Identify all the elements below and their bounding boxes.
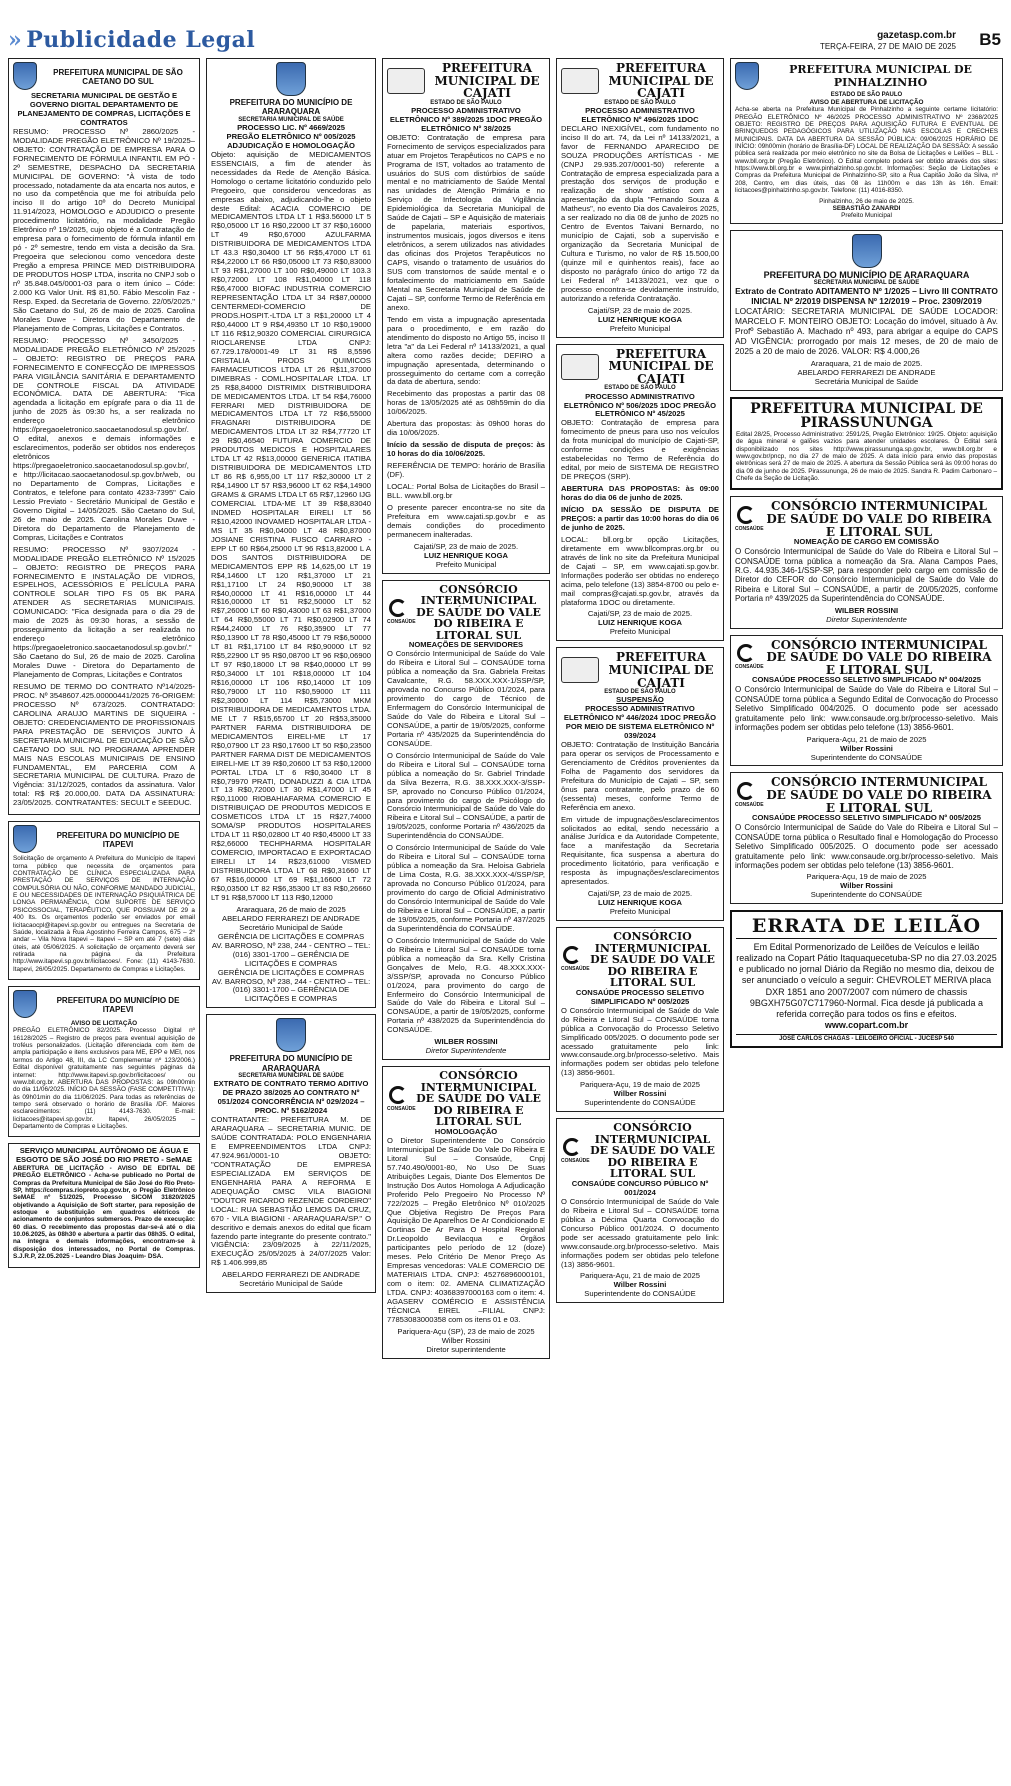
signatory-role: Diretor Superintendente (826, 614, 907, 624)
notice-heading: PROCESSO ADMINISTRATIVO ELETRÔNICO Nº 496/2025 1DOC (581, 105, 699, 124)
notice-paragraph: RESUMO: PROCESSO Nº 9307/2024 - MODALIDADE PREGÃO ELETRÔNICO Nº 15/2025 – OBJETO: REGISTRO DE PREÇOS PARA FORNECIMENTO E INSTALAÇÃO DE VIDROS, ESPELHOS, ACESSÓRIOS E PELÍCULA PARA CONTROLE SOLAR TIPO FS 05 BK PARA ATENDER AS SECRETARIAS MUNICIPAIS. COMUNICADO: "Fica designada para o dia 29 de maio de 2025 às 09:30 horas, a sessão de prosseguimento da licitação a ser realizada no endereço eletrônico https://pregaoeletronico.saocaetanodosul.sp.gov.br/." São Caetano do Sul, 26 de maio de 2025. Carolina Morales Duwe - Diretora do Departamento de Planejamento de Compras, Licitações e Contratos (13, 544, 195, 679)
notice-title: PREFEITURA DO MUNICÍPIO DE ITAPEVI (56, 831, 180, 850)
signatory-role: Prefeito Municipal (609, 323, 671, 333)
consaude-logo-icon: CONSAÚDE (387, 599, 409, 626)
notice-title: CONSÓRCIO INTERMUNICIPAL DE SAÚDE DO VALE DO RIBEIRA E LITORAL SUL (766, 637, 992, 677)
notice-subtitle: ESTADO DE SÃO PAULO (430, 99, 502, 106)
notice-body: O Consórcio Intermunicipal de Saúde do Vale do Ribeira e Litoral Sul – CONSAÚDE torna pública a Convocação do Processo Seletivo Simplificado 005/2025. O documento pode ser acessado gratuitamente pelo link: www.consaude.org.br/processo-seletivo. Mais informações podem ser obtidas pelo telefone (13) 3856-9601. (561, 1005, 719, 1078)
notice-body: PREGÃO ELETRÔNICO 82/2025. Processo Digital nº 16128/2025 – Registro de preços para eventual aquisição de troféus personalizados. (Licitação diferenciada com item de ampla participação e itens exclusivos para ME, EPP e MEI, nos termos do Artigo 48, III, da LC Complementar nº 123/2006.) Edital disponível gratuitamente nas seguintes páginas da internet: http://www.itapevi.sp.gov.br/licitacoes/ ou www.bll.org.br. ABERTURA DAS PROPOSTAS: às 09h00min do dia 11/06/2025. INÍCIO DA SESSÃO (FASE COMPETITIVA): às 09h01min do dia 11/06/2025. Para todas as referências de tempo será observado o horário de Brasília /DF. Maiores esclarecimentos: (11) 4143-7630. E-mail: licitacoes@itapevi.sp.gov.br. Itapevi, 26/05/2025 – Departamento de Compras e Licitações. (13, 1027, 195, 1131)
cajati-logo-icon (387, 68, 425, 94)
city-crest-icon (13, 990, 37, 1018)
consaude-logo-icon: CONSAÚDE (735, 782, 757, 809)
notice-status: SUSPENSÃO (616, 695, 664, 705)
notice-body: O Consórcio Intermunicipal de Saúde do Vale do Ribeira e Litoral Sul – CONSAÚDE torna pública a nomeação da Sra. Alana Campos Paes, R.G. 44.935.346-1/SSP-SP, para responder pelo cargo em comissão de Diretor do CEFOR do Consórcio Intermunicipal de Saúde do Vale do Ribeira e Litoral Sul – CONSAÚDE, a partir de 20/05/2025, conforme Portaria nº 439/2025 da Superintendência do CONSAÚDE. (735, 547, 998, 604)
notice-sao-caetano (8, 58, 200, 815)
notice-title: CONSÓRCIO INTERMUNICIPAL DE SAÚDE DO VALE DO RIBEIRA E LITORAL SUL (766, 775, 992, 815)
process-number: PROCESSO LIC. Nº 4669/2025 (237, 122, 345, 132)
notice-pirassununga (730, 397, 1003, 491)
notice-pinhalzinho (730, 58, 1003, 224)
notice-cajati-496 (556, 58, 724, 338)
notice-body: LOCATÁRIO: SECRETARIA MUNICIPAL DE SAÚDE LOCADOR: MARCELO F. MONTEIRO OBJETO: Locação do imóvel, situado à Av. Profº Sebastião A. Machado nº 493, para abrigar a equipe do CAPS AD VIGÊNCIA: prorrogado por mais 12 meses, de 20 de maio de 2025 a 20 de maio de 2026. VALOR: R$ 4.000,26 (735, 306, 998, 356)
notice-cajati-suspensao (556, 647, 724, 921)
consaude-logo-icon: CONSAÚDE (561, 1138, 583, 1165)
signatory-role: Secretário Municipal de Saúde (239, 922, 343, 932)
city-crest-icon (852, 234, 882, 268)
notice-araraquara-aditamento (730, 230, 1003, 391)
notice-consaude-pss004 (730, 635, 1003, 767)
notice-paragraph: LOCAL: bll.org.br opção Licitações, diretamente em www.bllcompras.org.br ou através de link no site da Prefeitura Municipal de Cajati – SP, em www.cajati.sp.gov.br. Informações poderão ser obtidas no endereço acima, pelo telefone (13) 3854-8700 ou pelo e-mail compras@cajati.sp.gov.br, através da plataforma 1DOC ou diretamente. (561, 534, 719, 607)
notice-title: PREFEITURA MUNICIPAL DE CAJATI (608, 61, 714, 101)
signatory-name: Wilber Rossini (441, 1335, 491, 1345)
notice-subtitle: SECRETARIA MUNICIPAL DE SAÚDE (238, 1073, 344, 1080)
notice-consaude-concurso (556, 1118, 724, 1303)
notice-place-date: Araraquara, 26 de maio de 2025 (236, 904, 346, 914)
cajati-logo-icon (561, 657, 599, 683)
notice-heading: AVISO DE ABERTURA DE LICITAÇÃO (809, 98, 924, 106)
notice-consaude-pss005-resultado (730, 772, 1003, 904)
notice-place-date: Cajati/SP, 23 de maio de 2025. (587, 889, 693, 899)
notice-title: PREFEITURA DO MUNICÍPIO DE ARARAQUARA (229, 98, 353, 117)
page-header (0, 0, 1011, 53)
notice-paragraph: O Consórcio Intermunicipal de Saúde do Vale do Ribeira e Litoral Sul – CONSAÚDE torna pública a nomeação do Sr. Gabriel Trindade da Silva Bezerra, R.G. 38.XXX.XXX-3/SSP-SP, aprovado no Concurso Público 01/2024, para provimento do cargo de Psicólogo do Consórcio Intermunicipal de Saúde do Vale do Ribeira e Litoral Sul – CONSAÚDE, a partir de 19/05/2025, conforme Portaria nº 436/2025 da Superintendência do CONSAÚDE. (387, 750, 545, 841)
notice-title: PREFEITURA MUNICIPAL DE PIRASSUNUNGA (750, 400, 983, 432)
site-name[interactable]: gazetasp.com.br (877, 30, 956, 41)
notice-consaude-homologacao (382, 1066, 550, 1359)
notice-heading: Extrato de Contrato ADITAMENTO Nº 1/2025 – Livro III CONTRATO INICIAL Nº 2/2019 DISPENSA Nº 12/2019 – Proc. 2309/2019 (735, 286, 998, 307)
notice-body: ABERTURA DE LICITAÇÃO - AVISO DE EDITAL DE PREGÃO ELETRÔNICO - Acha-se publicado no Portal de Compras da Prefeitura Municipal de São José do Rio Preto-SP, https://compras.riopreto.sp.gov.br, o Pregão Eletrônico SeMAE nº 51/2025, Processo SICOM 31820/2025 objetivando a Aquisição de Soft starter, para reposição de estoque e substituição em quadros elétricos de acionamento de conjuntos submersos. Prazo de execução: 60 dias. O recebimento das propostas dar-se-á até o dia 10.06.2025, às 08h30 e abertura a partir das 08h35. O edital, na íntegra e demais informações, encontram-se à disposição dos interessados, no Portal de Compras. S.J.R.P, 22.05.2025 - Leandro Dias Joaquim- DSA. (13, 1164, 195, 1261)
notice-place-date: Pariquera-Açu, 21 de maio de 2025 (806, 734, 927, 744)
signatory-name: LUIZ HENRIQUE KOGA (598, 618, 682, 628)
notice-paragraph: Início da sessão de disputa de preços: às 10 horas do dia 10/06/2025. (387, 440, 545, 459)
notice-subtitle: ESTADO DE SÃO PAULO (604, 689, 676, 696)
signatory-role: Superintendente do CONSAÚDE (810, 890, 923, 900)
notice-body: O Diretor Superintendente Do Consórcio Intermunicipal De Saúde Do Vale Do Ribeira E Litoral Sul – Consaúde, Cnpj 57.740.490/0001-80, No Uso De Suas Atribuições Legais, Diante Dos Elementos De Instrução Dos Autos Homologa A Adjudicação Proferido Pelo Pregoeiro No Processo Nº 722/2025 – Pregão Eletrônico Nº 010/2025 Que Objetiva Registro De Preços Para Aquisição De Aparelhos De Ar Condicionado E Cortinas De Ar Para O Hospital Regional Dr.Leopoldo Bevilacqua e Órgãos participantes pelo período de 12 (doze) meses. Pelo Critério De Menor Preço As Empresas vencedoras: VALE COMERCIO DE MATERIAIS LTDA. CNPJ: 45276896000101, com o item: 02. AMENA CLIMATIZAÇÃO LTDA. CNPJ: 40368397000163 com o item: 4. AGASERV COMÉRCIO E ASSISTÊNCIA TÉCNICA EIREL –FILIAL CNPJ: 77853083000358 com os itens 01 e 03. (387, 1135, 545, 1324)
notice-body: Em Edital Pormenorizado de Leilões de Veículos e leilão realizado na Copart Pátio Itaquaquecetuba-SP no dia 27.03.2025 e publicado no jornal Diário da Região no mesmo dia, deixou de ser anunciado o veículo a seguir: CHEVROLET MERIVA placa DXR 1851 ano 2007/2007 com número de chassis 9BGXH75G07C717960-Normal. Fica desde já publicada a referida correção para todos os fins e efeitos. (736, 941, 997, 1020)
notice-subtitle: ESTADO DE SÃO PAULO (604, 99, 676, 106)
notice-subtitle: ESTADO DE SÃO PAULO (830, 92, 903, 98)
signatory-name: ABELARDO FERRAREZI DE ANDRADE (222, 913, 360, 923)
pregao-number: PREGÃO ELETRÔNICO Nº 005/2025 (226, 131, 356, 141)
signatory-name: WILBER ROSSINI (834, 605, 899, 615)
signatory-role: Secretária Municipal de Saúde (814, 376, 919, 386)
notice-paragraph: RESUMO: PROCESSO Nº 3450/2025 - MODALIDADE PREGÃO ELETRÔNICO Nº 25/2025 – OBJETO: REGISTRO DE PREÇOS PARA FORNECIMENTO E CONFECÇÃO DE IMPRESSOS PARA VIGILÂNCIA SANITÁRIA E DEPARTAMENTO DE CONTROLE FISCAL DA ATIVIDADE ECONÔMICA. DATA DE ABERTURA: "Fica agendada a licitação em epígrafe para o dia 11 de junho de 2025 às 09:30 hs, a ser realizada no endereço eletrônico https://pregaoeletronico.saocaetanodosul.sp.gov.br/. O edital, anexos e demais informações e esclarecimentos, poderão ser obtidos nos endereços eletrônicos https://pregaoeletronico.saocaetanodosul.sp.gov.br/, e http://licitacao.saocaetanodosul.sp.gov.br/web, ou no Departamento de Compras, Licitações e Contratos, e telefone para contato 4233-7395" Caio Lessio Previato - Secretário Municipal de Gestão e Governo Digital – 14/05/2025. São Caetano do Sul, 26 de maio de 2025. Carolina Morales Duwe - Diretora do Departamento de Planejamento de Compras, Licitações e Contratos (13, 335, 195, 542)
signatory-name: Wilber Rossini (613, 1089, 667, 1099)
notice-place-date: Pariquera-Açu, 19 de maio de 2025 (806, 872, 927, 882)
notice-body: Edital 28/25, Processo Administrativo: 2591/25, Pregão Eletrônico: 19/25. Objeto: aquisição de água mineral e galões vazios para atender unidades escolares. O Edital será disponibilizado nos sites http://www.pirassununga.sp.gov.br, www.bll.org.br e www.gov.br/pncp, no dia 27 de maio de 2025. A data início para envio das propostas eletrônicas será 27 de maio de 2025. A abertura da Sessão Pública será às 09:00 horas do dia 09 de junho de 2025. Pirassununga, 26 de maio de 2025. Sandra R. Padim Carbonaro – Chefe da Seção de Licitação. (736, 430, 997, 483)
notice-paragraph: O Consórcio Intermunicipal de Saúde do Vale do Ribeira e Litoral Sul – CONSAÚDE torna pública a nomeação da Sra. Heloisa Gabriela de Lima Costa, R.G. 38.XXX.XXX-4/SSP/SP, aprovada no Concurso Público 01/2024, para provimento do cargo de Oficial Administrativo do Consórcio Intermunicipal de Saúde do Vale do Ribeira e Litoral Sul – CONSAÚDE, a partir de 19/05/2025, conforme Portaria nº 437/2025 da Superintendência do CONSAÚDE. (387, 843, 545, 933)
notice-araraquara-contrato (206, 1014, 376, 1293)
department-name: GERÊNCIA DE LICITAÇÕES E COMPRAS (217, 931, 365, 941)
notice-semae (8, 1143, 200, 1267)
notice-consaude-pss005 (556, 927, 724, 1112)
issue-date: TERÇA-FEIRA, 27 DE MAIO DE 2025 (819, 42, 956, 51)
auctioneer-site[interactable]: www.copart.com.br (824, 1020, 909, 1031)
notice-paragraph: RESUMO DE TERMO DO CONTRATO Nº14/2025-PROC. Nº 3548607.425.00000441/2025 76-ORIGEM: PROCESSO Nº 673/2025. CONTRATADO: CAROLINA ARAUJO MARTINS DE SIQUEIRA -OBJETO: CREDENCIAMENTO DE PROFISSIONAIS PARA PRESTAÇÃO DE SERVIÇOS JUNTO À SECRETARIA MUNICIPAL DE EDUCAÇÃO DE SÃO CAETANO DO SUL NO PROGRAMA APRENDER MAIS NAS ESCOLAS MUNICIPAIS DE ENSINO FUNDAMENTAL, EM PARCERIA COM A SECRETARIA MUNICIPAL DE CULTURA. Prazo de Vigência: 31/12/2025, contados da assinatura. Valor total: R$ R$ 20.000,00. DATA DA ASSINATURA: 23/05/2025. CONTRATANTES: SECULT e SEEDUC. (13, 681, 195, 808)
signatory-role: Diretor superintendente (426, 1344, 506, 1354)
notice-paragraph: Em virtude de impugnações/esclarecimentos solicitados ao edital, sendo necessário a análise Jurídica e da Autoridade Competente, face a manifestação da Secretaria Requisitante, fica suspensa a abertura do procedimento licitatório, para verificação e resposta às impugnações/esclarecimentos apresentados. (561, 814, 719, 887)
notice-title: PREFEITURA MUNICIPAL DE PINHALZINHO (789, 63, 972, 89)
signatory-name: Wilber Rossini (613, 1280, 667, 1290)
notice-paragraph: O presente parecer encontra-se no site da Prefeitura em www.cajati.sp.gov.br e as demais condições do procedimento permanecem inalteradas. (387, 502, 545, 539)
notice-heading: CONSAÚDE PROCESSO SELETIVO SIMPLIFICADO Nº 005/2025 (575, 987, 705, 1006)
notice-place-date: Pariquera-Açu (SP), 23 de maio de 2025 (397, 1326, 535, 1336)
signatory-role: Diretor Superintendente (425, 1046, 507, 1056)
notice-subtitle: ESTADO DE SÃO PAULO (604, 385, 676, 392)
notice-paragraph: RESUMO: PROCESSO Nº 2860/2025 - MODALIDADE PREGÃO ELETRÔNICO Nº 19/2025– OBJETO: CONTRATAÇÃO DE EMPRESA PARA O FORNECIMENTO DE FÓRMULA INFANTIL EM PÓ - 2º SEMESTRE, DESPACHO DA SECRETARIA MUNICIPAL DE GOVERNO: "À vista de todo processado, notadamente da ata encarta nos autos, e no uso da competência que me foi atribuída pelo inciso II do artigo 10º do Decreto Municipal 11.914/2023, HOMOLOGO e ADJUDICO o presente procedimento licitatório, na modalidade Pregão Eletrônico nº 19/2025, cujo objeto é a Contratação de empresa para o fornecimento de fórmula infantil em pó - 2º semestre, tendo em vista a decisão da Sra. Pregoeira que selecionou como vencedora deste Pregão a empresa PRINCE MED DISTRIBUIDORA DE PRODUTOS HOSP LTDA, inscrita no CNPJ sob o nº 35.848.045/0001-03 para o item único – Códe: 2.000 KG Valor Unit. R$ 81,50. Fábio Mescolin Faz - Resp. Exped. da Secretaria de Governo. 22/05/2025." São Caetano do Sul, 26 de maio de 2025. Carolina Morales Duwe - Diretora do Departamento de Planejamento de Compras, Licitações e Contratos. (13, 126, 195, 333)
notice-place-date: Pariquera-Açu, 21 de maio de 2025 (580, 1271, 700, 1281)
column-2 (206, 58, 376, 1778)
notice-paragraph: INÍCIO DA SESSÃO DE DISPUTA DE PREÇOS: a partir das 10:00 horas do dia 06 de junho de 2025. (561, 504, 719, 532)
department-address: AV. BARROSO, Nº 238, 244 - CENTRO – TEL: (016) 3301-1700 – GERÊNCIA DE LICITAÇÕES E COMPRAS (211, 940, 371, 968)
notice-title: CONSÓRCIO INTERMUNICIPAL DE SAÚDE DO VALE DO RIBEIRA E LITORAL SUL (416, 582, 541, 642)
notice-consaude-nomeacoes (382, 580, 550, 1061)
signatory-name: Wilber Rossini (840, 743, 893, 753)
notice-body: O Consórcio Intermunicipal de Saúde do Vale do Ribeira e Litoral Sul – CONSAÚDE torna pública a Décima Quarta Convocação do Concurso Público 001/2024. O documento pode ser acessado gratuitamente pelo link: www.consaude.org.br/processo-seletivo. Mais informações podem ser obtidas pelo telefone (13) 3856-9601. (561, 1196, 719, 1269)
signatory-name: SEBASTIÃO ZANARDI (832, 204, 901, 212)
consaude-logo-icon: CONSAÚDE (561, 946, 583, 973)
column-1 (8, 58, 200, 1778)
notice-paragraph: OBJETO: Contratação de empresa para Fornecimento de serviços especializados para atuar em Projetos Terapêuticos no CAPS e no Programa de IST, voltados ao tratamento de usuários do SUS com distúrbios de saúde mental e no matriciamento de Saúde Mental nas unidades de Atenção Primária e no Serviço de Infectologia da Vigilância Epidemiológica da Secretaria Municipal de Saúde de Cajati – SP e Aquisição de materiais de papelaria, materiais esportivos, instrumentos musicais, jogos diversos e itens eletrônicos, a serem utilizados nas atividades das oficinas dos Projetos Terapêuticos no CAPS, visando o tratamento de usuários do SUS com transtornos de saúde mental e o fortalecimento do matriciamento em Saúde Mental na Secretaria Municipal de Saúde de Cajati – SP, conforme Termo de Referência em anexo. (387, 132, 545, 312)
notice-araraquara-pregao (206, 58, 376, 1008)
notice-body: Solicitação de orçamento A Prefeitura do Município de Itapevi torna público que necessita de orçamentos para CONTRATAÇÃO DE CLÍNICA ESPECIALIZADA PARA PRESTAÇÃO DE SERVIÇOS DE INTERNAÇÃO COMPULSÓRIA OU NÃO, CONFORME MANDADO JUDICIAL, E OU NECESSIDADES DE INTERNAÇÃO PSIQUIÁTRICA DE LONGA PERMANÊNCIA, COM SUPORTE DE SERVIÇO PSICOSSOCIAL, TERAPÊUTICO, QUE POSSUAM DE 29 a 400 lts. Os orçamentos poderão ser enviados por email licitacaocpl@itapevi.sp.gov.br ou entregues na Secretaria de Saúde, localizada à Rua Agostinho Ferreira Campos, 675 – 2º andar – Vila Nova Itapevi – Itapevi – SP em até 7 (sete) dias úteis, até 05/06/2025. A solicitação de orçamento deverá ser retirada na página da Prefeitura http://www.itapevi.sp.gov.br/licitacoes/. Fone: (11) 4143-7630. Itapevi, 26/05/2025. Departamento de Compras e Licitações. (13, 855, 195, 973)
notice-heading: CONSAÚDE PROCESSO SELETIVO SIMPLIFICADO Nº 005/2025 (752, 813, 981, 823)
notice-heading: EXTRATO DE CONTRATO TERMO ADITIVO DE PRAZO 38/2025 AO CONTRATO Nº 051/2024 CONCORRÊNCIA Nº 029/2024 – PROC. Nº 5162/2024 (213, 1079, 369, 1116)
signatory-name: WILBER ROSSINI (434, 1037, 498, 1047)
signatory-role: Prefeito Municipal (841, 212, 892, 220)
notice-place-date: Pariquera-Açu, 19 de maio de 2025 (580, 1080, 700, 1090)
notice-title: CONSÓRCIO INTERMUNICIPAL DE SAÚDE DO VALE DO RIBEIRA E LITORAL SUL (590, 1121, 715, 1181)
notice-paragraph: O Consórcio Intermunicipal de Saúde do Vale do Ribeira e Litoral Sul – CONSAÚDE torna pública a nomeação da Sra. Kelly Cristina Gonçalves de Melo, R.G. 48.XXX.XXX-3/SSP/SP, aprovada no Concurso Público 01/2024, para provimento do cargo de Enfermeiro do Consórcio Intermunicipal de Saúde do Vale do Ribeira e Litoral Sul – CONSAÚDE, a partir de 19/05/2025, conforme Portaria nº 438/2025 da Superintendência do CONSAÚDE. (387, 935, 545, 1035)
notice-subtitle: SECRETARIA MUNICIPAL DE GESTÃO E GOVERNO DIGITAL DEPARTAMENTO DE PLANEJAMENTO DE COMPRAS, LICITAÇÕES E CONTRATOS (17, 91, 191, 127)
notice-title: SERVIÇO MUNICIPAL AUTÔNOMO DE ÁGUA E ESGOTO DE SÃO JOSÉ DO RIO PRETO - SeMAE (15, 1146, 193, 1165)
notice-body: DECLARO INEXIGÍVEL, com fundamento no inciso II do art. 74, da Lei nº 14133/2021, a favor de FERNANDO APARECIDO DE SOUZA PRODUÇÕES ARTÍSTICAS - ME (CNPJ 29.935.207/0001-50) referente a Contratação de empresa especializada para a prestação dos serviços de produção e realização de show artístico com a apresentação da dupla "Fernando Souza & Matheus", no evento Dia dos Cavaleiros 2025, a ser realizado no dia 08 de junho de 2025 no Centro de Eventos Taivani Bernardo, no município de Cajati, sob a supervisão e organização da Secretaria Municipal de Cultura e Turismo, no valor de R$ 15.500,00 (quinze mil e quinhentos reais), face ao disposto no parágrafo único do artigo 72 da Lei Federal nº 14133/2021, vez que o processo encontra-se devidamente instruído, autorizando a referida Contratação. (561, 123, 719, 303)
notice-place-date: Cajati/SP, 23 de maio de 2025. (413, 541, 519, 551)
signatory-name: LUIZ HENRIQUE KOGA (598, 898, 682, 908)
city-crest-icon (276, 62, 306, 96)
notice-title: PREFEITURA DO MUNICÍPIO DE ARARAQUARA (763, 269, 970, 280)
notice-paragraph: OBJETO: Contratação de Instituição Bancária para operar os serviços de Processamento e Gerenciamento de Créditos provenientes da Folha de Pagamento dos servidores da Prefeitura do Município de Cajati – SP, sem ônus para contratante, pelo prazo de 60 (sessenta) meses, conforme Termo de Referência em anexo. (561, 739, 719, 812)
notice-paragraph: ABERTURA DAS PROPOSTAS: às 09:00 horas do dia 06 de junho de 2025. (561, 484, 719, 503)
notice-place-date: Pinhalzinho, 26 de maio de 2025. (819, 197, 914, 205)
notice-itapevi-licitacao (8, 986, 200, 1137)
cajati-logo-icon (561, 354, 599, 380)
notice-body: CONTRATANTE: PREFEITURA M. DE ARARAQUARA – SECRETARIA MUNIC. DE SAÚDE CONTRATADA: POLO ENGENHARIA E EMPREENDIMENTOS LTDA CNPJ: 47.924.961/0001-10 OBJETO: "CONTRATAÇÃO DE EMPRESA ESPECIALIZADA EM SERVIÇOS DE ENGENHARIA PARA A REFORMA E ADEQUAÇÃO CMSC VILA BIAGIONI "DOUTOR RICARDO REZENDE CORDEIRO" LOCAL: RUA SEBASTIÃO LEMOS DA CRUZ, 670 - VILA BIAGIONI - ARARAQUARA/SP." O descritivo e demais anexos do edital que ficam fazendo parte integrante do presente contrato." VIGÊNCIA: 23/09/2025 à 22/11/2025, EXECUÇÃO 25/05/2025 à 24/07/2025 Valor: R$ 1.406.999,85 (211, 1115, 371, 1268)
notice-title: PREFEITURA MUNICIPAL DE CAJATI (608, 650, 714, 690)
notice-paragraph: LOCAL: Portal Bolsa de Licitações do Brasil – BLL. www.bll.org.br (387, 481, 545, 500)
notice-title: PREFEITURA MUNICIPAL DE CAJATI (434, 61, 540, 101)
cajati-logo-icon (561, 68, 599, 94)
notice-cajati-389 (382, 58, 550, 574)
notice-paragraph: O Consórcio Intermunicipal de Saúde do Vale do Ribeira e Litoral Sul – CONSAÚDE torna pública a nomeação da Sra. Gabriela Freitas Cavalcante, R.G. 58.XXX.XXX-1/SSP/SP, aprovada no Concurso Público 01/2024, para provimento do cargo de Técnico de Enfermagem do Consórcio Intermunicipal de Saúde do Vale do Ribeira e Litoral Sul – CONSAÚDE, a partir de 19/05/2025, conforme Portaria nº 435/2025 da Superintendência do CONSAÚDE. (387, 649, 545, 748)
notice-heading: CONSAÚDE CONCURSO PÚBLICO Nº 001/2024 (571, 1178, 709, 1197)
signatory-role: Prefeito Municipal (609, 907, 671, 917)
notice-heading: HOMOLOGAÇÃO (434, 1126, 498, 1136)
signatory-name: ABELARDO FERRAREZI DE ANDRADE (222, 1270, 360, 1280)
notice-paragraph: Tendo em vista a impugnação apresentada para o procedimento, e em razão do atendimento do disposto no Artigo 55, inciso II letra "a" da Lei Federal nº 14133/2021, a qual altera como razões decide; DEFIRO a impugnação apresentada, determinando o prosseguimento do certame com a correção da data de abertura, sendo: (387, 314, 545, 387)
department-address: AV. BARROSO, Nº 238, 244 - CENTRO – TEL: (016) 3301-1700 – GERÊNCIA DE LICITAÇÕES E COMPRAS (211, 976, 371, 1004)
notice-place-date: Araraquara, 21 de maio de 2025. (810, 358, 923, 368)
city-crest-icon (13, 825, 37, 853)
notice-title: PREFEITURA MUNICIPAL DE CAJATI (608, 346, 714, 386)
notice-place-date: Cajati/SP, 23 de maio de 2025. (587, 609, 693, 619)
notice-subtitle: AVISO DE LICITAÇÃO (70, 1020, 138, 1028)
notice-heading: PROCESSO ADMINISTRATIVO ELETRÔNICO Nº 506/2025 1DOC PREGÃO ELETRÔNICO Nº 45/2025 (563, 391, 717, 419)
city-crest-icon (13, 62, 37, 90)
signatory-role: Prefeito Municipal (609, 627, 671, 637)
notice-title: PREFEITURA DO MUNICÍPIO DE ITAPEVI (56, 995, 180, 1015)
city-crest-icon (276, 1018, 306, 1052)
notice-title: CONSÓRCIO INTERMUNICIPAL DE SAÚDE DO VALE DO RIBEIRA E LITORAL SUL (416, 1069, 541, 1129)
notice-paragraph: REFERÊNCIA DE TEMPO: horário de Brasília (DF). (387, 461, 545, 480)
notice-title: ERRATA DE LEILÃO (736, 915, 997, 938)
notice-body: O Consórcio Intermunicipal de Saúde do Vale do Ribeira e Litoral Sul – CONSAÚDE torna pública o Resultado final e Homologação do Processo Seletivo Simplificado 005/2025. O documento pode ser acessado gratuitamente pelo link: www.consaude.org.br/processo-seletivo. Mais informações podem ser obtidas pelo telefone (13) 3856-9601. (735, 823, 998, 870)
notice-paragraph: OBJETO: Contratação de empresa para fornecimento de pneus para uso nos veículos da frota municipal do município de Cajati-SP, conforme condições e exigências estabelecidas no Termo de Referência do edital, por meio de SISTEMA DE REGISTRO DE PREÇOS (SRP). (561, 418, 719, 482)
notice-heading: NOMEAÇÕES DE SERVIDORES (408, 640, 524, 650)
signatory-name: ABELARDO FERRAREZI DE ANDRADE (797, 367, 936, 377)
page-number: B5 (979, 30, 1001, 49)
auctioneer-signature: JOSÉ CARLOS CHAGAS - LEILOEIRO OFICIAL - JUCESP 540 (736, 1034, 997, 1043)
notice-title: CONSÓRCIO INTERMUNICIPAL DE SAÚDE DO VALE DO RIBEIRA E LITORAL SUL (590, 930, 715, 990)
notice-title: CONSÓRCIO INTERMUNICIPAL DE SAÚDE DO VALE DO RIBEIRA E LITORAL SUL (766, 499, 992, 539)
notice-place-date: Cajati/SP, 23 de maio de 2025. (587, 305, 693, 315)
notice-body: O Consórcio Intermunicipal de Saúde do Vale do Ribeira e Litoral Sul – CONSAÚDE torna pública a Segundo Edital de Convocação do Processo Seletivo Simplificado 004/2025. O documento pode ser acessado gratuitamente pelo link: www.consaude.org.br/processo-seletivo. Mais informações podem ser obtidas pelo telefone (13) 3856-9601. (735, 685, 998, 733)
notice-heading: NOMEAÇÃO DE CARGO EM COMISSÃO (793, 537, 940, 547)
notice-consaude-cargo-comissao (730, 496, 1003, 628)
chevrons-icon: » (8, 27, 23, 53)
notice-errata-leilao (730, 910, 1003, 1048)
signatory-name: LUIZ HENRIQUE KOGA (424, 550, 508, 560)
section-title-text: Publicidade Legal (26, 27, 256, 53)
column-4 (556, 58, 724, 1778)
notice-heading: ADJUDICAÇÃO E HOMOLOGAÇÃO (227, 140, 355, 150)
notice-body: Acha-se aberta na Prefeitura Municipal de Pinhalzinho a seguinte certame licitatório: PREGÃO ELETRÔNICO Nº 46/2025 PROCESSO ADMINISTRATIVO Nº 2368/2025 OBJETO: REGISTRO DE PREÇOS PARA AQUISIÇÃO FUTURA E EVENTUAL DE BRINQUEDOS PEDAGÓGICOS PARA UTILIZAÇÃO NAS ESCOLAS E CRECHES MUNICIPAIS. DATA DA ABERTURA DA SESSÃO PÚBLICA: 09/06/2025 HORÁRIO DE INÍCIO: 09h00min (horário de Brasília-DF) LOCAL DE REALIZAÇÃO DA SESSÃO: A sessão pública será realizada por meio eletrônico no site da Bolsa de Licitações e Leilões – BLL - www.bll.org.br (Pregão Eletrônico). O Edital completo poderá ser obtido através dos sites: https://www.bll.org.br e www.pinhalzinho.sp.gov.br. Informações: Seção de Licitações e Compras da Prefeitura Municipal de Pinhalzinho-SP, sito a Rua Capitão João da Silva, nº 208, Centro, em dias úteis, das 08 às 11h00m e das 13h às 16h. Email: licitacoes@pinhalzinho.sp.gov.br. Telefone: (11) 4016-8350. (735, 106, 998, 195)
notice-cajati-506 (556, 344, 724, 642)
notice-subtitle: SECRETARIA MUNICIPAL DE SAÚDE (813, 280, 920, 287)
signatory-name: LUIZ HENRIQUE KOGA (598, 314, 682, 324)
column-3 (382, 58, 550, 1778)
signatory-role: Secretário Municipal de Saúde (239, 1279, 343, 1289)
notice-title: PREFEITURA DO MUNICÍPIO DE ARARAQUARA (229, 1054, 353, 1073)
department-name: GERÊNCIA DE LICITAÇÕES E COMPRAS (217, 967, 365, 977)
signatory-role: Superintendente do CONSAÚDE (584, 1098, 696, 1108)
consaude-logo-icon: CONSAÚDE (735, 644, 757, 671)
notice-paragraph: Recebimento das propostas a partir das 08 horas de 13/05/2025 até as 08h59min do dia 10/06/2025. (387, 389, 545, 417)
notice-heading: PROCESSO ADMINISTRATIVO ELETRÔNICO Nº 389/2025 1DOC PREGÃO ELETRÔNICO Nº 38/2025 (389, 105, 543, 133)
notice-paragraph: Abertura das propostas: às 09h00 horas do dia 10/06/2025. (387, 419, 545, 438)
notice-itapevi-orcamento (8, 821, 200, 980)
section-title (8, 28, 255, 54)
consaude-logo-icon: CONSAÚDE (387, 1086, 409, 1113)
signatory-role: Superintendente do CONSAÚDE (584, 1289, 696, 1299)
notice-subtitle: SECRETARIA MUNICIPAL DE SAÚDE (238, 116, 344, 123)
signatory-role: Superintendente do CONSAÚDE (810, 752, 923, 762)
consaude-logo-icon: CONSAÚDE (735, 506, 757, 533)
column-5 (730, 58, 1003, 1778)
notice-title: PREFEITURA MUNICIPAL DE SÃO CAETANO DO SUL (53, 67, 183, 86)
city-crest-icon (735, 62, 759, 90)
notice-heading: PROCESSO ADMINISTRATIVO ELETRÔNICO Nº 446/2024 1DOC PREGÃO POR MEIO DE SISTEMA ELETRÔNICO Nº 039/2024 (563, 704, 717, 740)
signatory-name: Wilber Rossini (840, 881, 893, 891)
signatory-role: Prefeito Municipal (435, 559, 497, 569)
notice-heading: CONSAÚDE PROCESSO SELETIVO SIMPLIFICADO Nº 004/2025 (752, 675, 981, 685)
notice-body: Objeto: aquisição de MEDICAMENTOS ESSENCIAIS, a fim de atender às necessidades da Rede de Atenção Básica. Homologo o certame licitatório conduzido pelo Pregoeiro, que considerou vencedoras as empresas abaixo, adjudicando-lhe o objeto deste Edital: ACACIA COMERCIO DE MEDICAMENTOS LTDA LT 1 R$3.56000 LT 5 R$0,05000 LT 16 R$0,22000 LT 37 R$0,16000 LT 49 R$0,67000 AZULFARMA DISTRIBUIDORA DE MEDICAMENTOS LTDA LT 43.3 R$0,30400 LT 56 R$5,47000 LT 61 R$4,22000 LT 66 R$0,05000 LT 73 R$0,83000 LT 93 R$1,27000 LT 100 R$0,49000 LT 103.3 R$0,72000 LT 108 R$1,04000 LT 118 R$6,47000 BIOFAC INDUSTRIA COMERCIO REPRESENTAÇÃO LTDA LT 34 R$87,00000 CENTERMEDI-COMERCIO DE PRODS.HOSPIT.-LTDA LT 3 R$1,20000 LT 4 R$0,44000 LT 9 R$4,49350 LT 10 R$0,19000 LT 116 R$12,90320 COMERCIAL CIRURGICA RIOCLARENSE LTDA CNPJ: 67.729.178/0001-49 LT 31 R$ 8,5596 CRISTALIA PRODS QUIMICOS FARMACEUTICOS LTDA LT 26 R$11,37000 DIMEBRAS - COML.HOSPITALAR LTDA. LT 25 R$8,84000 DISTRIMIX DISTRIBUIDORA DE MEDICAMENTOS LTDA. LT 54 R$4,76000 FERRARI MED DISTRIBUIDORA DE MEDICAMENTOS LTDA LT 72 R$6,55000 FRAGNARI DISTRIBUIDORA DE MEDICAMENTOS LTDA LT 32 R$4,77720 LT 29 R$0,46540 FUTURA COMERCIO DE PRODUTOS MEDICOS E HOSPITALARES LTDA LT 42 R$13,00000 GENERICA ITATIBA DISTRIBUIDORA DE MEDICAMENTOS LTD LT 86 R$ 6,955,00 LT 117 R$2,30000 LT 2 R$4,14900 LT 57 R$3,96000 LT 62 R$4,14900 GRAMS & GRAMS LTDA LT 65 R$7,12960 IJG COMERCIAL LTDA-ME LT 39 R$8,83040 INDMED HOSPITALAR EIRELI LT 56 R$10,42000 INOVAMED HOSPITALAR LTDA - MS LT 35 R$0,04000 LT 48 R$0,87000 JOSIANE CRISTINA FUSCO CARRARO - EPP LT 60 R$64,25000 LT 96 R$13,82000 L A DOS SANTOS DISTRIBUIDORA DE MEDICAMENTOS EPP R$ 14,625,00 LT 19 R$4,14600 LT 120 R$1,37000 LT 21 R$1,17100 LT 24 R$0,90000 LT 38 R$40,00000 LT 41 R$16,00000 LT 44 R$16,00000 LT 51 R$2,50000 LT 52 R$7,26000 LT 60 R$0,43000 LT 63 R$1,37000 LT 64 R$0,55000 LT 71 R$0,02900 LT 74 R$44,24000 LT 76 R$0,35900 LT 77 R$0,13900 LT 78 R$0,45000 LT 79 R$6,50000 LT 81 R$1,17100 LT 84 R$0,90000 LT 92 R$5,22900 LT 95 R$0,08700 LT 96 R$0,06900 LT 97 R$0,18000 LT 98 R$40,00000 LT 99 R$0,34000 LT 101 R$18,00000 LT 104 R$16,00000 LT 106 R$0,14000 LT 109 R$0,79000 LT 110 R$0,59000 LT 111 R$2,30000 LT 114 R$5,73000 MKM DISTRIBUIDORA DE MEDICAMENTOS LTDA. ME LT 7 R$15,65700 LT 20 R$53,35000 PARTNER FARMA DISTRIBUIDORA DE MEDICAMENTOS EIRELI-ME LT 17 R$0,07900 LT 23 R$0,17600 LT 50 R$0,23500 PARTNER FARMA DIST DE MEDICAMENTOS EIRELI-ME LT 39 R$0,20600 LT 53 R$0,12000 PORTAL LTDA LT 6 R$0,30400 LT 8 R$0,79970 PRATI, DONADUZZI & CIA LTDA LT 13 R$0,72000 LT 30 R$1,47000 LT 45 R$0,11000 RIOBAHIAFARMA COMERCIO E DISTRIBUIÇAO DE PRODUTOS MEDICOS E COSMETICOS LTDA LT 15 R$27,74000 SOMA/SP PRODUTOS HOSPITALARES LTDA LT 11 R$0,02800 LT 40 R$0,45000 LT 33 R$2,66000 TECHPHARMA HOSPITALAR COMERCIO, IMPORTACAO E EXPORTACAO EIRELI LT 14 R$23,61000 VISMED DISTRIBUIDORA LTDA LT 68 R$0,31660 LT 67 R$16,00000 LT 69 R$1,16600 LT 72 R$0,03500 LT 82 R$6,35300 LT 83 R$0,26660 LT 91 R$8,57000 LT 113 R$0,12000 (211, 149, 371, 902)
